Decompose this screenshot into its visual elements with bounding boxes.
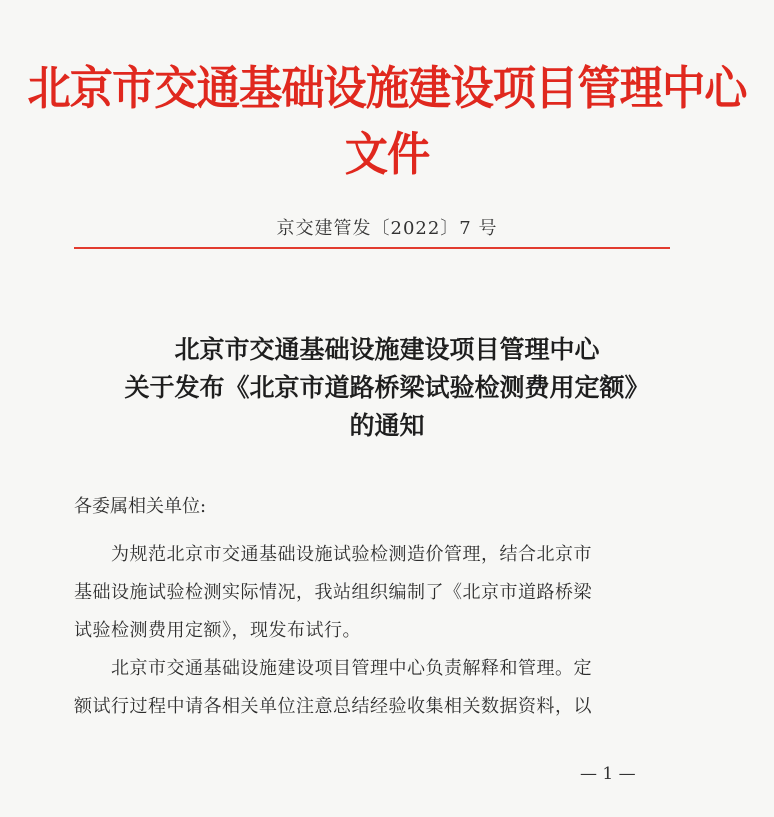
paragraph-2-line-2: 额试行过程中请各相关单位注意总结经验收集相关数据资料，以 — [74, 696, 592, 717]
salutation: 各委属相关单位: — [74, 496, 207, 517]
notice-title-line-1: 北京市交通基础设施建设项目管理中心 — [174, 335, 600, 364]
notice-title — [0, 331, 774, 445]
paragraph-1-line-2: 基础设施试验检测实际情况，我站组织编制了《北京市道路桥梁 — [74, 582, 592, 603]
paragraph-1-line-3: 试验检测费用定额》，现发布试行。 — [74, 620, 361, 641]
issuing-org-header: 北京市交通基础设施建设项目管理中心文件 — [27, 61, 747, 181]
body-paragraph-1 — [74, 536, 678, 650]
page-number: — 1 — — [580, 764, 636, 784]
paragraph-2-line-1: 北京市交通基础设施建设项目管理中心负责解释和管理。定 — [74, 658, 592, 679]
notice-title-line-3: 的通知 — [349, 411, 425, 440]
notice-title-line-2: 关于发布《北京市道路桥梁试验检测费用定额》 — [124, 373, 650, 402]
document-number: 京交建管发〔2022〕7 号 — [276, 218, 498, 239]
body-paragraph-2 — [74, 650, 678, 726]
red-divider-line — [74, 247, 670, 249]
paragraph-1-line-1: 为规范北京市交通基础设施试验检测造价管理，结合北京市 — [74, 544, 592, 565]
